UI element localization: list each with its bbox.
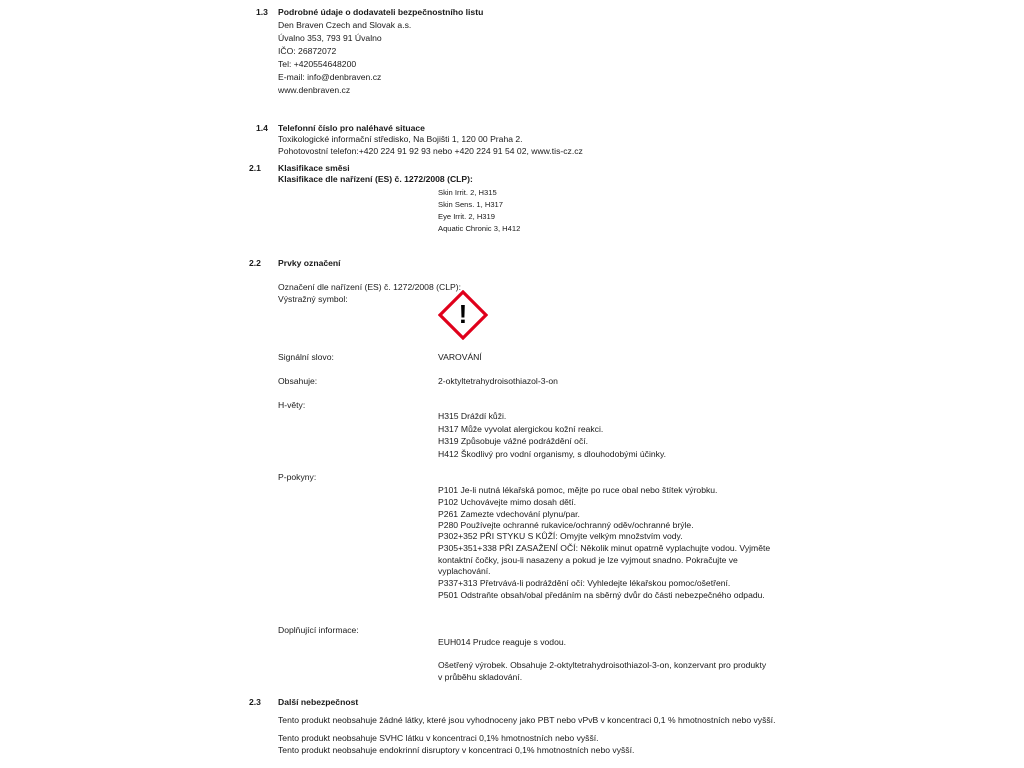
classification-item: Skin Sens. 1, H317	[438, 200, 504, 209]
section-number: 1.4	[256, 123, 268, 133]
supplementary-euh: EUH014 Prudce reaguje s vodou.	[438, 637, 567, 647]
section-title: Telefonní číslo pro naléhavé situace	[278, 123, 425, 133]
symbol-label: Výstražný symbol:	[278, 294, 348, 304]
ghs-exclamation-icon	[438, 290, 488, 340]
other-hazard-line: Tento produkt neobsahuje SVHC látku v koncentraci 0,1% hmotnostních nebo vyšší.	[278, 733, 599, 743]
h-statement: H317 Může vyvolat alergickou kožní reakci.	[438, 424, 604, 434]
classification-subtitle: Klasifikace dle nařízení (ES) č. 1272/2008 (CLP):	[278, 174, 473, 184]
p-statement: kontaktní čočky, jsou-li nasazeny a pokud je lze vyjmout snadno. Pokračujte ve	[438, 555, 738, 565]
signal-word-value: VAROVÁNÍ	[438, 352, 482, 362]
section-number: 1.3	[256, 7, 268, 17]
section-title: Prvky označení	[278, 258, 341, 268]
supplier-email: E-mail: info@denbraven.cz	[278, 72, 382, 82]
pictogram-symbol: !	[458, 299, 468, 329]
section-title: Další nebezpečnost	[278, 697, 359, 707]
emergency-line-1: Toxikologické informační středisko, Na Bojišti 1, 120 00 Praha 2.	[278, 134, 523, 144]
supplementary-treated: Ošetřený výrobek. Obsahuje 2-oktyltetrahydroisothiazol-3-on, konzervant pro produkty	[438, 660, 767, 670]
supplementary-info-label: Doplňující informace:	[278, 625, 359, 635]
h-statements-label: H-věty:	[278, 400, 306, 410]
p-statement: P102 Uchovávejte mimo dosah dětí.	[438, 497, 577, 507]
other-hazard-line: Tento produkt neobsahuje žádné látky, které jsou vyhodnoceny jako PBT nebo vPvB v koncentraci 0,1 % hmotnostních nebo vyšší.	[278, 715, 776, 725]
supplier-phone: Tel: +420554648200	[278, 59, 357, 69]
classification-item: Skin Irrit. 2, H315	[438, 188, 497, 197]
p-statements-label: P-pokyny:	[278, 472, 317, 482]
section-number: 2.1	[249, 163, 261, 173]
section-number: 2.3	[249, 697, 261, 707]
classification-item: Aquatic Chronic 3, H412	[438, 224, 521, 233]
clp-label: Označení dle nařízení (ES) č. 1272/2008 (CLP):	[278, 282, 461, 292]
emergency-line-2: Pohotovostní telefon:+420 224 91 92 93 nebo +420 224 91 54 02, www.tis-cz.cz	[278, 146, 583, 156]
supplier-company: Den Braven Czech and Slovak a.s.	[278, 20, 412, 30]
other-hazard-line: Tento produkt neobsahuje endokrinní disruptory v koncentraci 0,1% hmotnostních nebo vyšší.	[278, 745, 635, 755]
contains-label: Obsahuje:	[278, 376, 318, 386]
section-title: Klasifikace směsi	[278, 163, 350, 173]
supplier-ico: IČO: 26872072	[278, 46, 337, 56]
p-statement: P261 Zamezte vdechování plynu/par.	[438, 509, 580, 519]
contains-value: 2-oktyltetrahydroisothiazol-3-on	[438, 376, 558, 386]
p-statement: vyplachování.	[438, 566, 491, 576]
signal-word-label: Signální slovo:	[278, 352, 334, 362]
supplementary-treated: v průběhu skladování.	[438, 672, 523, 682]
supplier-address: Úvalno 353, 793 91 Úvalno	[278, 33, 382, 43]
h-statement: H319 Způsobuje vážné podráždění očí.	[438, 436, 589, 446]
p-statement: P305+351+338 PŘI ZASAŽENÍ OČÍ: Několik minut opatrně vyplachujte vodou. Vyjměte	[438, 543, 771, 553]
section-number: 2.2	[249, 258, 261, 268]
h-statement: H315 Dráždí kůži.	[438, 411, 507, 421]
p-statement: P302+352 PŘI STYKU S KŮŽÍ: Omyjte velkým množstvím vody.	[438, 531, 683, 541]
classification-item: Eye Irrit. 2, H319	[438, 212, 495, 221]
p-statement: P101 Je-li nutná lékařská pomoc, mějte po ruce obal nebo štítek výrobku.	[438, 485, 718, 495]
p-statement: P280 Používejte ochranné rukavice/ochranný oděv/ochranné brýle.	[438, 520, 694, 530]
h-statement: H412 Škodlivý pro vodní organismy, s dlouhodobými účinky.	[438, 449, 667, 459]
supplier-website: www.denbraven.cz	[278, 85, 351, 95]
section-title: Podrobné údaje o dodavateli bezpečnostního listu	[278, 7, 484, 17]
p-statement: P337+313 Přetrvává-li podráždění očí: Vyhledejte lékařskou pomoc/ošetření.	[438, 578, 731, 588]
p-statement: P501 Odstraňte obsah/obal předáním na sběrný dvůr do části nebezpečného odpadu.	[438, 590, 765, 600]
